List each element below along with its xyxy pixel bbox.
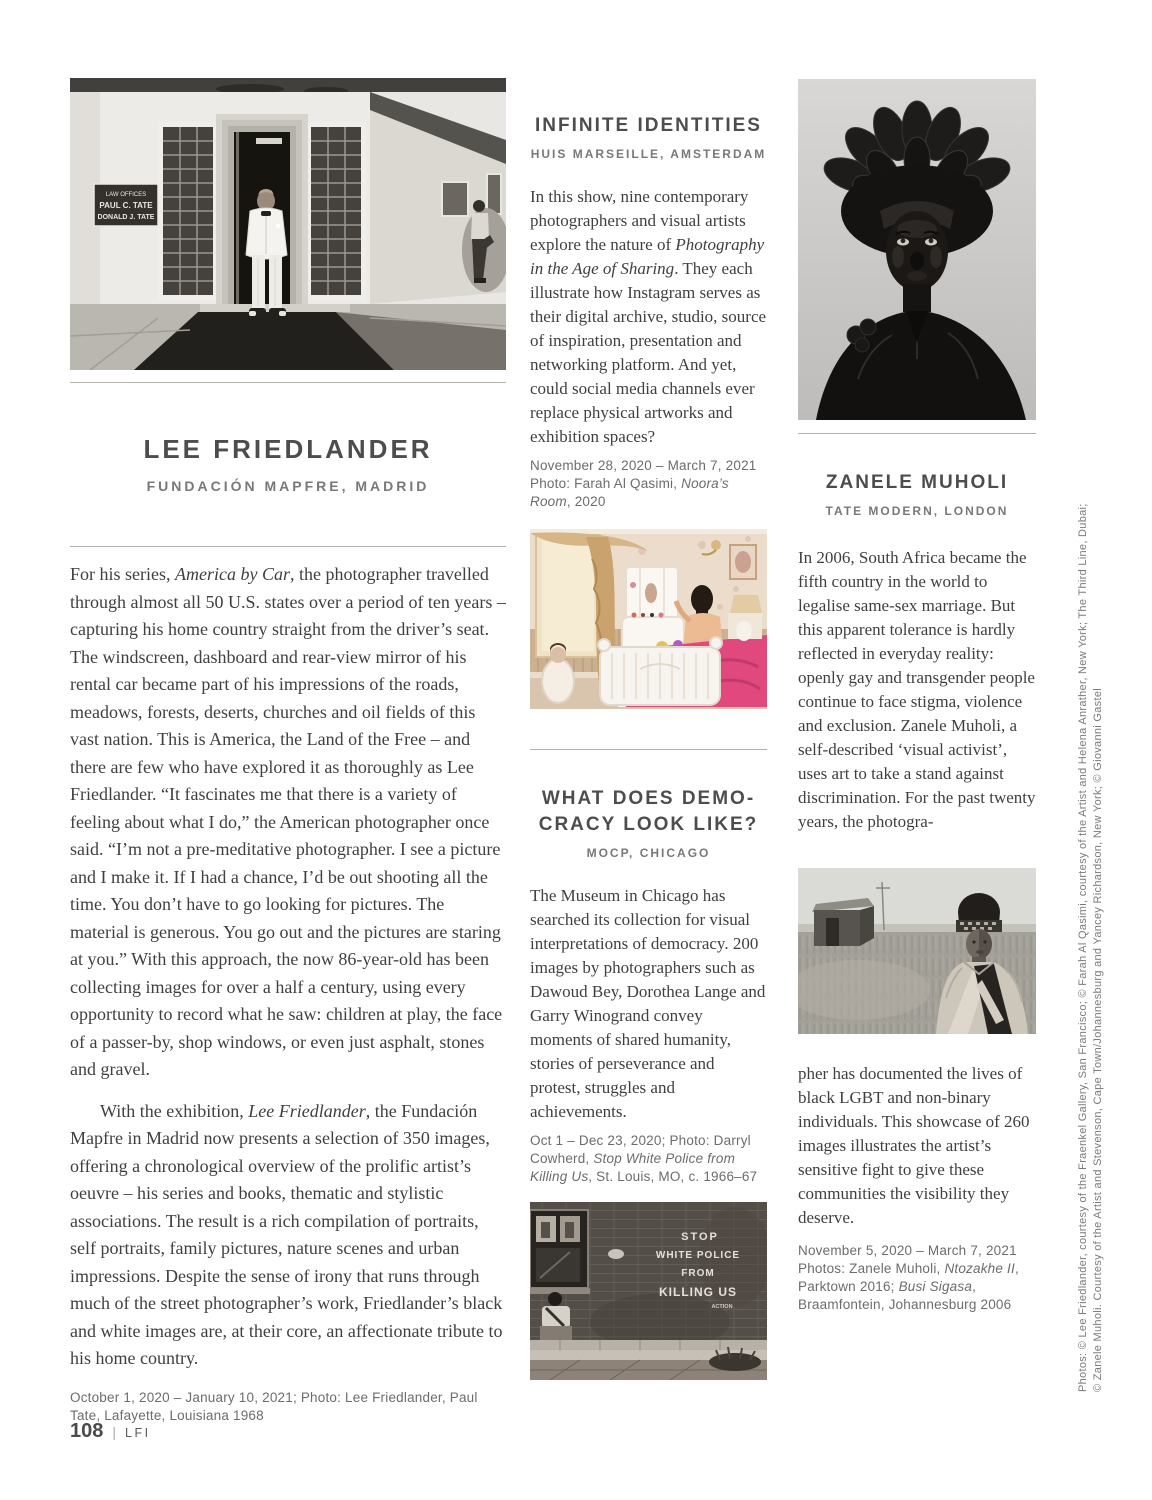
article-title: LEE FRIEDLANDER xyxy=(143,434,433,464)
graffiti-line5: ACTION xyxy=(711,1304,733,1310)
article-title: ZANELE MUHOLI xyxy=(825,472,1009,493)
photo-credit-line: Photos: © Lee Friedlander, courtesy of the Fraenkel Gallery, San Francisco; © Farah Al Qasimi, courtesy of the Artist and Helena Anrather, New York; The Third Line, Dubai; xyxy=(1077,503,1089,1392)
photo-muholi-ntozakhe xyxy=(798,79,1036,420)
article-body-paragraph: pher has documented the lives of black LGBT and non-binary individuals. This showcase of 260 images illustrates the artist’s sensitive fight to give these communities the visibility they deserve. xyxy=(798,1064,1030,1227)
exhibition-credit: October 1, 2020 – January 10, 2021; Photo: Lee Friedlander, Paul Tate, Lafayette, Louisiana 1968 xyxy=(70,1389,478,1423)
exhibition-credit: November 5, 2020 – March 7, 2021 Photos: Zanele Muholi, Ntozakhe II, Parktown 2016; Busi Sigasa, Braamfontein, Johannesburg 2006 xyxy=(798,1243,1019,1312)
glass-block-panel-right xyxy=(306,122,366,300)
article-venue: MOCP, CHICAGO xyxy=(586,846,711,860)
exhibition-credit: November 28, 2020 – March 7, 2021 Photo: Farah Al Qasimi, Noora’s Room, 2020 xyxy=(530,458,757,509)
muholi-portrait-illustration xyxy=(798,79,1036,420)
article-lee-friedlander xyxy=(70,78,506,1425)
muholi-field-illustration xyxy=(798,868,1036,1034)
shack xyxy=(812,898,874,946)
face xyxy=(886,211,948,291)
article-venue: HUIS MARSEILLE, AMSTERDAM xyxy=(530,147,767,161)
article-zanele-muholi xyxy=(798,79,1036,1314)
friedlander-photo-illustration xyxy=(70,78,506,370)
divider xyxy=(70,546,506,547)
glass-block-panel-left xyxy=(158,122,218,300)
storefront-window xyxy=(530,1210,590,1294)
sign-line3: DONALD J. TATE xyxy=(97,214,155,221)
article-infinite-identities xyxy=(530,113,767,511)
article-democracy xyxy=(530,786,767,1186)
page-number: 108 xyxy=(70,1420,104,1442)
article-title: WHAT DOES DEMO-CRACY LOOK LIKE? xyxy=(538,788,759,835)
article-title: INFINITE IDENTITIES xyxy=(535,115,762,136)
photo-muholi-busi-sigasa xyxy=(798,868,1036,1034)
photo-qasimi-nooras-room xyxy=(530,529,767,709)
divider xyxy=(530,749,767,750)
middle-column xyxy=(530,113,767,1380)
photo-friedlander-paul-tate xyxy=(70,78,506,370)
article-body-paragraph: In 2006, South Africa became the fifth country in the world to legalise same-sex marriage. But this apparent tolerance is hardly reflected in everyday reality: openly gay and transgender people continue to face stigma, violence and exclusion. Zanele Muholi, a self-described ‘visual activist’, uses art to take a stand against discrimination. For the past twenty years, the photogra- xyxy=(798,548,1036,831)
graffiti-line2: WHITE POLICE xyxy=(655,1250,741,1261)
graffiti-line3: FROM xyxy=(681,1268,715,1279)
law-office-sign xyxy=(94,184,158,226)
photo-cowherd-stop-white-police xyxy=(530,1202,767,1380)
article-venue: FUNDACIÓN MAPFRE, MADRID xyxy=(146,478,430,494)
photo-credit-line: © Zanele Muholi. Courtesy of the Artist and Stevenson, Cape Town/Johannesburg and Yancey Richardson, New York; © Giovanni Gastel xyxy=(1091,688,1104,1392)
magazine-name: LFI xyxy=(125,1426,151,1440)
nightstand-lamp xyxy=(728,595,762,641)
qasimi-photo-illustration xyxy=(530,529,767,709)
photo-credits-vertical xyxy=(1076,503,1106,1392)
divider xyxy=(798,433,1036,434)
footer-separator: | xyxy=(112,1424,117,1440)
article-body-paragraph: With the exhibition, Lee Friedlander, the Fundación Mapfre in Madrid now presents a selection of 350 images, offering a chronological overview of the prolific artist’s oeuvre – his series and books, thematic and stylistic associations. The result is a rich compilation of portraits, self portraits, family pictures, nature scenes and urban impressions. Despite the sense of irony that runs through much of the street photographer’s work, Friedlander’s black and white images are, at their core, an affectionate tribute to his home country. xyxy=(70,1100,503,1368)
page-footer xyxy=(70,1420,151,1443)
article-body-paragraph: In this show, nine contemporary photographers and visual artists explore the nature of Photography in the Age of Sharing. They each illustrate how Instagram serves as their digital archive, studio, source of inspiration, presentation and networking platform. And yet, could social media channels ever replace physical artworks and exhibition spaces? xyxy=(530,187,767,446)
graffiti-line1: STOP xyxy=(681,1231,719,1243)
article-venue: TATE MODERN, LONDON xyxy=(825,504,1009,518)
sign-line1: LAW OFFICES xyxy=(105,192,147,198)
sign-line2: PAUL C. TATE xyxy=(99,201,153,210)
cowherd-photo-illustration xyxy=(530,1202,767,1380)
exhibition-credit: Oct 1 – Dec 23, 2020; Photo: Darryl Cowherd, Stop White Police from Killing Us, St. Louis, MO, c. 1966–67 xyxy=(530,1133,758,1184)
article-body-paragraph: For his series, America by Car, the photographer travelled through almost all 50 U.S. states over a period of ten years – capturing his home country straight from the driver’s seat. The windscreen, dashboard and rear-view mirror of his rental car became part of his impressions of the roads, meadows, forests, deserts, churches and oil fields of this vast nation. This is America, the Land of the Free – and there are few who have explored it as thoroughly as Lee Friedlander. “It fascinates me that there is a variety of feeling about what I do,” the American photographer once said. “I’m not a pre-meditative photographer. I see a picture and I make it. If I had a chance, I’d be out shooting all the time. You don’t have to go looking for pictures. The material is generous. You go out and the pictures are staring at you.” With this approach, the now 86-year-old has been collecting images for over a half a century, using every opportunity to record what he saw: children at play, the face of a passer-by, shop windows, or even just asphalt, stones and gravel. xyxy=(70,564,506,1079)
divider xyxy=(70,382,506,383)
graffiti-line4: KILLING US xyxy=(659,1285,737,1299)
article-body-paragraph: The Museum in Chicago has searched its collection for visual interpretations of democracy. 200 images by photographers such as Dawoud Bey, Dorothea Lange and Garry Winogrand convey moments of shared humanity, stories of perseverance and protest, struggles and achievements. xyxy=(530,886,766,1121)
